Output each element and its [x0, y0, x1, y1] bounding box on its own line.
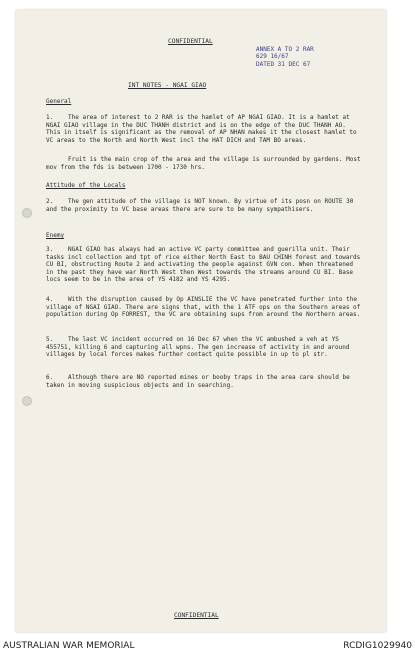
stamp-line-2: 629 16/67 — [256, 53, 289, 61]
document-title: INT NOTES - NGAI GIAO — [128, 82, 207, 89]
classification-bottom: CONFIDENTIAL — [174, 612, 219, 619]
attitude-heading: Attitude of the Locals — [46, 182, 126, 189]
stamp-line-1: ANNEX A TO 2 RAR — [256, 46, 314, 53]
stamp-line-3: DATED 31 DEC 67 — [256, 60, 311, 68]
para-6-number: 6. — [46, 374, 54, 381]
para-3-text: NGAI GIAO has always had an active VC party committee and guerilla unit. Their tasks incl collection and tpt of rice either North East to BAU CHINH forest and towards CU BI, obstructing Route 2 and activating the people against GVN con. When threatened in the past they have war North West then West towards the streams around CU BI. Base locs seem to be in the area of YS 4182 and YS 4295. — [46, 246, 361, 284]
para-5-number: 5. — [46, 336, 54, 343]
binder-hole-bottom — [22, 396, 32, 406]
para-6-text: Although there are NO reported mines or booby traps in the area care should be taken in moving suspicious objects and in searching. — [46, 374, 350, 389]
para-4-number: 4. — [46, 296, 54, 303]
para-1-number: 1. — [46, 114, 54, 121]
para-1b-text: Fruit is the main crop of the area and the village is surrounded by gardens. Most mov from the fds is between 1700 - 1730 hrs. — [46, 156, 361, 171]
archive-caption-bar — [0, 636, 416, 654]
para-1-text: The area of interest to 2 RAR is the hamlet of AP NGAI GIAO. It is a hamlet at NGAI GIAO village in the DUC THANH district and is on the edge of the DUC THANH AO. This in itself is significant as the removal of AP NHAN makes it the closest hamlet to VC areas to the North and North West incl the HAT DICH and TAM BO areas. — [46, 114, 357, 144]
archive-record-id: RCDIG1029940 — [343, 641, 412, 651]
document-page — [16, 10, 386, 632]
para-3-number: 3. — [46, 246, 54, 253]
para-4-text: With the disruption caused by Op AINSLIE the VC have penetrated further into the village of NGAI GIAO. There are signs that, with the 1 ATF ops on the Southern areas of population during Op FORREST, the VC are obtaining sups from around the Northern areas. — [46, 296, 361, 319]
general-heading: General — [46, 98, 72, 105]
para-2-number: 2. — [46, 198, 54, 205]
archive-name: AUSTRALIAN WAR MEMORIAL — [3, 641, 135, 651]
para-5-text: The last VC incident occurred on 16 Dec 67 when the VC ambushed a veh at YS 455751, killing 6 and capturing all wpns. The gen increase of activity in and around villages by local forces makes further contact quite possible in up to pl str. — [46, 336, 350, 359]
binder-hole-top — [22, 208, 32, 218]
enemy-heading: Enemy — [46, 232, 65, 239]
para-2-text: The gen attitude of the village is NOT known. By virtue of its posn on ROUTE 30 and the proximity to VC base areas there are sure to be many sympathisers. — [46, 198, 354, 213]
annex-stamp — [256, 46, 336, 68]
classification-top: CONFIDENTIAL — [168, 38, 213, 45]
